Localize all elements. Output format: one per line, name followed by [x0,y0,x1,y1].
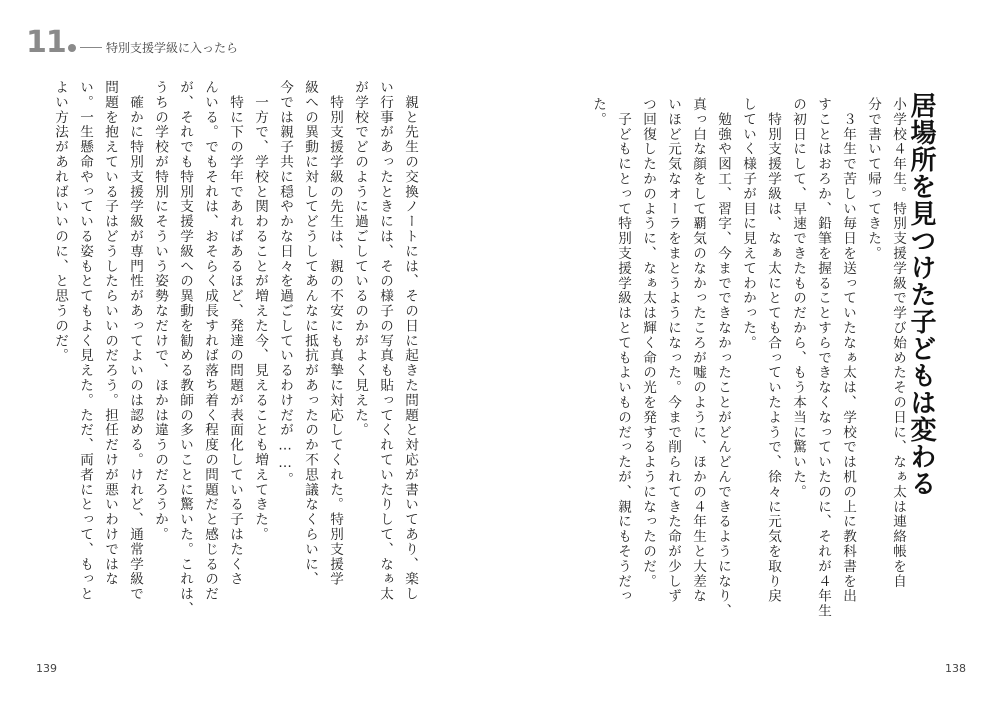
left-page-body: 親と先生の交換ノートには、その日に起きた問題と対応が書いてあり、楽し い行事があったときには、その様子の写真も貼ってくれていたりして、なぁ太 が学校でどのように過ごしているのかがよく見えた。 特別支援学級の先生は、親の不安にも真摯に対応してくれた。特別支援学 級への異動に対してどうしてあんなに抵抗があったのか不思議なくらいに、 今では親子共に穏やかな日々を過ごしているわけだが……。 一方で、学校と関わることが増えた今、見えることも増えてきた。 特に下の学年であればあるほど、発達の問題が表面化している子はたくさ んいる。でもそれは、おそらく成長すれば落ち着く程度の問題だと感じるのだ が、それでも特別支援学級への異動を勧める教師の多いことに驚いた。これは、 うちの学校が特別にそういう姿勢なだけで、ほかは違うのだろうか。 確かに特別支援学級が専門性があってよいのは認める。けれど、通常学級で 問題を抱えている子はどうしたらいいのだろう。担任だけが悪いわけではな い。一生懸命やっている姿もとてもよく見えた。ただ、両者にとって、もっと よい方法があればいいのに、と思うのだ。 [52,80,418,617]
right-page-body: 小学校４年生。特別支援学級で学び始めたその日に、なぁ太は連絡帳を自 分で書いて帰ってきた。 ３年生で苦しい毎日を送っていたなぁ太は、学校では机の上に教科書を出 すことはおろか、鉛筆を握ることすらできなくなっていたのに、それが４年生 の初日にして、早速できたものだから、もう本当に驚いた。 特別支援学級は、なぁ太にとても合っていたようで、徐々に元気を取り戻 していく様子が目に見えてわかった。 勉強や図工、習字、今までできなかったことがどんどんできるようになり、 真っ白な顔をして覇気のなかったころが嘘のように、ほかの４年生と大差な いほど元気なオーラをまとうようになった。今まで削られてきた命が少しず つ回復したかのように、なぁ太は輝く命の光を発するようになったのだ。 子どもにとって特別支援学級はとてもよいものだったが、親にもそうだっ た。 [590,97,906,619]
chapter-dot-icon [68,44,76,52]
chapter-divider [80,47,102,48]
left-page-number: 139 [36,662,57,675]
chapter-number: 11 [26,28,76,58]
right-page-number: 138 [945,662,966,675]
chapter-title: 特別支援学級に入ったら [106,41,239,55]
section-heading: 居場所を見つけた子どもは変わる [906,92,936,497]
